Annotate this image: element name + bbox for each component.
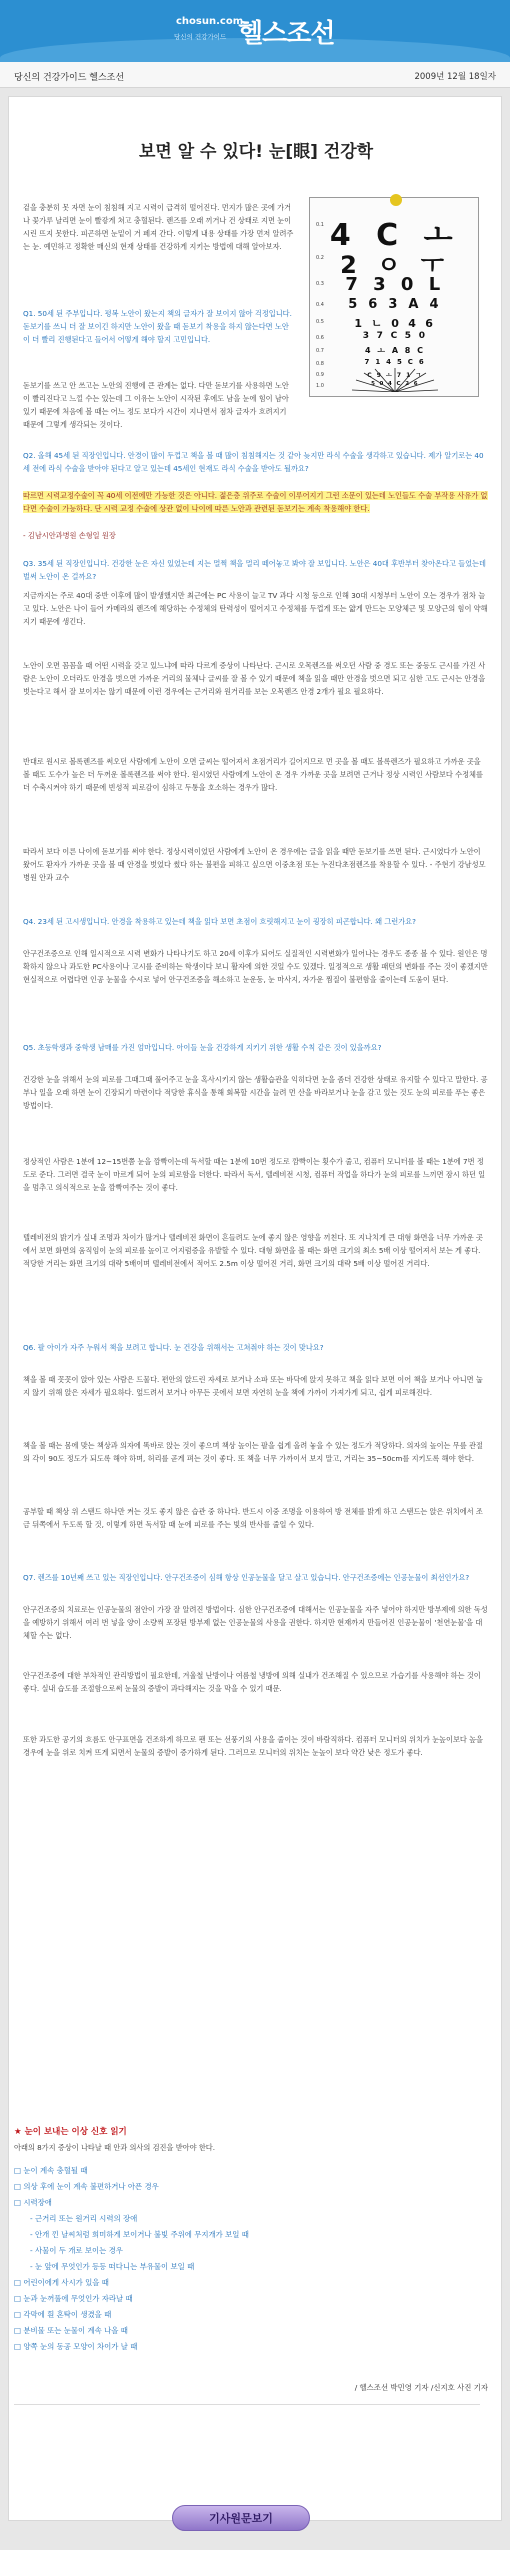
symptom-item: - 사물이 두 개로 보이는 경우 [30,2246,123,2255]
symptom-items [14,2165,480,2357]
eye-chart-row: 7 3 0 L [345,274,445,295]
answer-5-part-1: 건강한 눈을 위해서 눈의 피로를 그때그때 풀어주고 눈을 혹사시키지 않는 생활습관을 익히다면 눈을 좀더 건강한 상태로 유지할 수 있다고 말한다. 공부나 일을 오래 하면 눈이 긴장되기 마련이다 적당한 휴식을 통해 회복할 시간을 늘려 먼 산을 바라보거나 눈을 감고 있는 것도 눈의 피로를 푸는 좋은 방법이다. [23,1075,488,1110]
eye-chart-row: 5 6 3 A 4 [348,297,442,312]
eye-chart-acuity-label: 0.2 [316,254,324,261]
issue-date: 2009년 12월 18일자 [414,72,496,82]
answer-5-part-3: 텔레비전의 밝기가 실내 조명과 차이가 많거나 텔레비전 화면이 흔들려도 눈에 좋지 않은 영향을 끼친다. 또 지나치게 큰 대형 화면을 너무 가까운 곳에서 보면 화면의 움직임이 눈의 피로를 높이고 어지럼증을 유발할 수 있다. 대형 화면을 볼 때는 화면 크기의 최소 5배 이상 떨어져서 보는 게 좋다. 적당한 거리는 화면 크기의 대략 5배이며 텔레비전에서 적어도 2.5m 이상 떨어진 거리, 화면 크기의 대략 5배 이상 떨어진 거리다. [23,1233,483,1268]
eye-chart-acuity-label: 0.4 [316,302,324,309]
eye-chart-row: 4 C ㅗ [329,218,461,253]
answer-3-part-1: 지금까지는 주로 40대 중반 이후에 많이 발생했지만 최근에는 PC 사용이 늘고 TV 과다 시청 등으로 인해 30대 시청부터 노안이 오는 경우가 점차 늘고 있다. 노안은 나이 들어 카메라의 렌즈에 해당하는 수정체의 탄력성이 떨어지고 수정체를 두껍게 또는 얇게 만드는 모양체근 및 모양근의 힘이 약해지기 때문에 생긴다. [23,591,488,626]
question-5: Q5. 초등학생과 중학생 남매를 가진 엄마입니다. 아이들 눈을 건강하게 지키기 위한 생활 수칙 같은 것이 있을까요? [23,1043,382,1052]
symptom-item: □ 분비물 또는 눈물이 계속 나올 때 [14,2326,128,2335]
symptom-item: - 안개 낀 날씨처럼 희미하게 보이거나 불빛 주위에 무지개가 보일 때 [30,2230,249,2239]
byline: / 헬스조선 박민영 기자 /신지호 사진 기자 [354,2383,488,2392]
symptom-item: □ 어린이에게 사시가 있을 때 [14,2278,109,2287]
view-original-article-button[interactable]: 기사원문보기 [172,2505,310,2531]
question-3: Q3. 35세 된 직장인입니다. 건강한 눈은 자신 있었는데 지는 멀쩍 책을 멀리 떼어놓고 봐야 잘 보입니다. 노안은 40대 후반부터 찾아온다고 들었는데 벌써 노안이 온 걸까요? [23,559,486,581]
question-7: Q7. 렌즈를 10년째 쓰고 있는 직장인입니다. 안구건조증이 심해 항상 인공눈물을 달고 살고 있습니다. 안구건조증에는 인공눈물이 최선인가요? [23,1573,470,1582]
logo-subtitle: 당신의 건강가이드 [174,33,227,41]
symptom-list-heading: ★ 눈이 보내는 이상 신호 읽기 [14,2127,127,2137]
symptom-item: - 눈 앞에 무엇인가 등등 떠다니는 부유물이 보일 때 [30,2262,195,2271]
eye-chart-acuity-label: 0.5 [316,319,324,326]
symptom-list [14,2125,480,2357]
article-title: 보면 알 수 있다! 눈[眼] 건강학 [138,142,374,162]
site-header [0,0,510,62]
eye-chart-acuity-label: 0.1 [316,222,324,228]
question-6: Q6. 팔 아이가 자주 누워서 책을 보려고 합니다. 눈 건강을 위해서는 고쳐줘야 하는 것이 맞나요? [23,1343,324,1352]
symptom-list-intro: 아래의 8가지 증상이 나타날 때 안과 의사의 검진을 받아야 한다. [14,2143,216,2152]
answer-1: 돋보기를 쓰고 안 쓰고는 노안의 진행에 큰 관계는 없다. 다만 돋보기를 사용하면 노안이 빨리진다고 느낄 수는 있는데 그 이유는 노안이 시작된 후에도 남을 눈에 힘이 남아 있기 때문에 처음에 볼 때는 어느 정도 보다가 시간이 지나면서 점차 글자가 흐려지기 때문에 그렇게 생각되는 것이다. [23,381,289,429]
divider [14,2404,480,2405]
symptom-item: □ 시력장애 [14,2198,52,2207]
eye-chart-row: 2 ㅇ ㅜ [340,251,450,279]
eye-chart-acuity-label: 0.7 [316,348,324,355]
answer-6-part-3: 공부할 때 책상 위 스탠드 하나만 켜는 것도 좋지 않은 습관 중 하나다. 반드시 이중 조명을 이용하여 방 전체를 밝게 하고 스탠드는 앉은 위치에서 조금 뒤쪽에서 두도록 할 것, 이렇게 하면 독서할 때 눈에 피로를 주는 빛의 반사를 줄일 수 있다. [23,1507,483,1529]
intro-paragraph: 겉을 충분히 못 자면 눈이 침침해 지고 시력이 급격히 떨어진다. 먼지가 많은 곳에 가거나 꽃가루 날리면 눈이 빨갛게 쳐고 충혈된다. 렌즈를 오래 끼거나 건 상태로 지면 눈이 시린 뜨지 못한다. 피곤하면 눈밑이 거 페져 간다. 이렇게 내용 상태를 가장 먼저 알려주는 눈. 예민하고 정확한 매신의 현재 상태를 건강하게 지키는 방법에 대해 알아보자. [23,203,294,251]
answer-7-part-1: 안구건조증의 치료로는 인공눈물의 점안이 가장 잘 알려진 방법이다. 심한 안구건조증에 대해서는 인공눈물을 자주 넣어야 하지만 방부제에 의한 독성을 예방하기 위해서 여러 번 넣을 양이 소량씩 포장된 방부제 없는 인공눈물의 사용을 권한다. 하지만 현재까지 만들어진 인공눈물이 '천연눈물'을 대체할 수는 없다. [23,1605,488,1640]
symptom-item: □ 의상 후에 눈이 계속 불편하거나 아픈 경우 [14,2182,159,2191]
question-1: Q1. 50세 된 주부입니다. 평복 노안이 왔는지 책의 글자가 잘 보이지 않아 걱정입니다. 돋보기를 쓰니 더 잘 보이긴 하지만 노안이 왔을 때 돋보기 착용을 하지 않는다면 노안이 더 빨리 진행된다고 들어서 어떻게 해야 할지 고민입니다. [23,309,292,344]
answer-3-part-3: 반대로 원시로 볼록렌즈를 써오던 사람에게 노안이 오면 글씨는 떨어져서 초점거리가 길어지므로 먼 곳을 볼 때도 볼록렌즈가 필요하고 가까운 곳을 볼 때도 도수가 높은 더 두꺼운 볼록렌즈를 써야 한다. 원시였던 사람에게 노안이 온 경우 가까운 곳을 보려면 근거나 정상 시력인 사람보다 수정체를 더 수축시켜야 하기 때문에 빈성적 피로감이 심하고 두통을 호소하는 경우가 많다. [23,757,483,792]
answer-4: 안구건조증으로 인해 일시적으로 시력 변화가 나타나기도 하고 20세 이후가 되어도 실질적인 시력변화가 일어나는 경우도 종종 볼 수 있다. 원인은 명확하지 않으나 과도한 PC사용이나 고시를 준비하는 학생이다 보니 활자에 의한 것일 수도 있겠다. 일정적으로 생활 패턴의 변화를 주는 것이 좋겠지만 현실적으로 어렵다면 인공 눈물을 수시로 넣어 안구건조증을 해소하고 눈운동, 눈 마사지, 자가운 찜질이 불편함을 줄이는데 도움이 된다. [23,949,488,984]
page-bottom [0,2540,510,2550]
eye-chart-row: 4 ㅗ A 8 C [364,346,426,355]
symptom-item: □ 각막에 흰 혼탁이 생겼을 때 [14,2310,112,2319]
eye-chart-acuity-label: 0.3 [316,281,324,288]
answer-2-highlight: 따르면 시력교정수술이 꼭 40세 이전에만 가능한 것은 아니다. 젊은층 위주로 수술이 이루어지기 그런 소문이 있는데 노인들도 수술 부작용 사유가 없다면 수술이 가능하다. 단 시력 교정 수술에 상관 없이 나이에 따른 노안과 관련된 돋보기는 계속 착용해야 한다. [23,491,488,513]
logo-health-chosun: 헬스조선 [238,19,335,49]
answer-5-part-2: 정상적인 사람은 1분에 12~15번쯤 눈을 깜빡이는데 독서할 때는 1분에 10번 정도로 깜빡이는 횟수가 줄고, 컴퓨터 모니터를 볼 때는 1분에 7번 정도로 준다. 그러면 결국 눈이 마르게 되어 눈의 피로함을 더한다. 따라서 독서, 텔레비전 시청, 컴퓨터 작업을 하다가 눈의 피로를 느끼면 잠시 하던 일을 멈추고 의식적으로 눈을 깜빡여주는 것이 좋다. [23,1157,486,1192]
symptom-item: □ 눈과 눈꺼풀에 무엇인가 자라날 때 [14,2294,133,2303]
answer-7-part-3: 또한 과도한 공기의 흐름도 안구표면을 건조하게 하므로 팬 또는 선풍기의 사용을 줄이는 것이 바람직하다. 컴퓨터 모니터의 위치가 눈높이보다 높을 경우에 눈을 위로 치켜 뜨게 되면서 눈물의 증발이 증가하게 된다. 그러므로 모니터의 위치는 눈높이 보다 약간 낮은 정도가 좋다. [23,1735,484,1757]
answer-2-source: - 김남시안과병원 손형일 원장 [23,531,116,540]
answer-3-part-2: 노안이 오면 꼼꼼을 때 어떤 시력을 갖고 있느냐에 따라 다르게 증상이 나타난다. 근시로 오목렌즈를 써오던 사람 중 경도 또는 중등도 근시를 가진 사람은 노안이 오더라도 안경을 벗으면 가까운 거리의 물체나 글씨를 잘 볼 수 있기 때문에 책을 읽을 때만 안경을 벗으면 되고 심한 고도 근시는 안경을 벗는다고 해서 잘 보이지는 않기 때문에 이런 경우에는 근거리와 원거리를 보는 오목렌즈 안경 2개가 필요 필요하다. [23,661,486,696]
astigmatism-fan-icon [350,368,440,392]
eye-chart-row: C 9 ㅗ 7 1 ㄱ [367,372,423,379]
eye-chart-acuity-label: 0.9 [316,372,324,379]
site-logo[interactable] [174,10,354,54]
eye-chart-acuity-label: 0.8 [316,360,324,367]
logo-chosun: chosun.com [176,16,244,27]
question-4: Q4. 23세 된 고시생입니다. 안경을 착용하고 있는데 책을 읽다 보면 초점이 흐릿해지고 눈이 굉장히 피곤합니다. 왜 그런가요? [23,917,416,926]
eye-chart-row: 1 ㄴ 0 4 6 [354,317,436,330]
symptom-item: □ 양쪽 눈의 동공 모양이 차이가 날 때 [14,2342,138,2351]
eye-chart-acuity-label: 0.6 [316,334,324,341]
eye-chart-row: 7 1 4 5 C 6 [364,358,426,366]
eye-chart-row: 3 7 C 5 0 [362,331,428,341]
answer-7-part-2: 안구건조증에 대한 부차적인 관리방법이 필요한데, 겨울철 난방이나 여름철 냉방에 의해 실내가 건조해질 수 있으므로 가습기를 사용해야 하는 것이 좋다. 실내 습도를 조절함으로써 눈물의 증발이 과다해지는 것을 막을 수 있기 때문. [23,1671,481,1693]
pin-icon [390,194,402,206]
answer-6-part-2: 책을 볼 때는 몸에 맞는 책상과 의자에 똑바로 앉는 것이 좋으며 책상 높이는 팔을 쉽게 올려 놓을 수 있는 정도가 적당하다. 의자의 높이는 무릎 관절의 각이 90도 정도가 되도록 해야 하며, 허리를 곧게 펴는 것이 좋다. 또 책을 너무 가까이서 보지 말고, 거리는 35~50cm를 지키도록 해야 한다. [23,1441,483,1463]
eye-chart-acuity-label: 1.0 [316,383,324,390]
answer-6-part-1: 책을 볼 때 꼿꼿이 앉아 있는 사람은 드물다. 편안의 앉드린 자세로 보거나 소파 또는 바닥에 앉지 못하고 책을 읽다 보면 이어 책을 보거나 아니면 눕지 않기 위해 앉은 자세가 필요하다. 엎드려서 보거나 아무든 곳에서 보면 자연히 눈을 책에 가까이 가져가게 되고, 쉽게 피로해진다. [23,1375,483,1397]
eye-chart-image [309,197,479,397]
symptom-item: - 근거리 또는 원거리 시력의 장애 [30,2214,138,2223]
answer-3-part-4: 따라서 보다 이른 나이에 돋보기를 써야 한다. 정상시력이었던 사람에게 노안이 온 경우에는 글을 읽을 때만 돋보기를 쓰면 된다. 근시였다가 노안이 왔어도 환자가 가까운 곳을 볼 때 안경을 벗었다 썼다 하는 불편을 피하고 싶으면 이중초점 또는 누진다초점렌즈를 착용할 수 있다. - 주현기 강남성모병원 안과 교수 [23,847,486,882]
question-2: Q2. 올해 45세 된 직장인입니다. 안경이 많이 두껍고 책을 볼 때 많이 침침해지는 것 같아 늦지만 라식 수술을 생각하고 있습니다. 제가 알기로는 40세 전에 라식 수술을 받아야 된다고 알고 있는데 45세인 현재도 라식 수술을 받아도 될까요? [23,451,484,473]
eye-chart-row: 5 0 4 C 2 6 [371,381,419,387]
info-bar [0,62,510,88]
symptom-item: □ 눈이 계속 충혈될 때 [14,2166,88,2175]
answer-2 [23,489,489,515]
tagline: 당신의 건강가이드 헬스조선 [14,73,125,83]
